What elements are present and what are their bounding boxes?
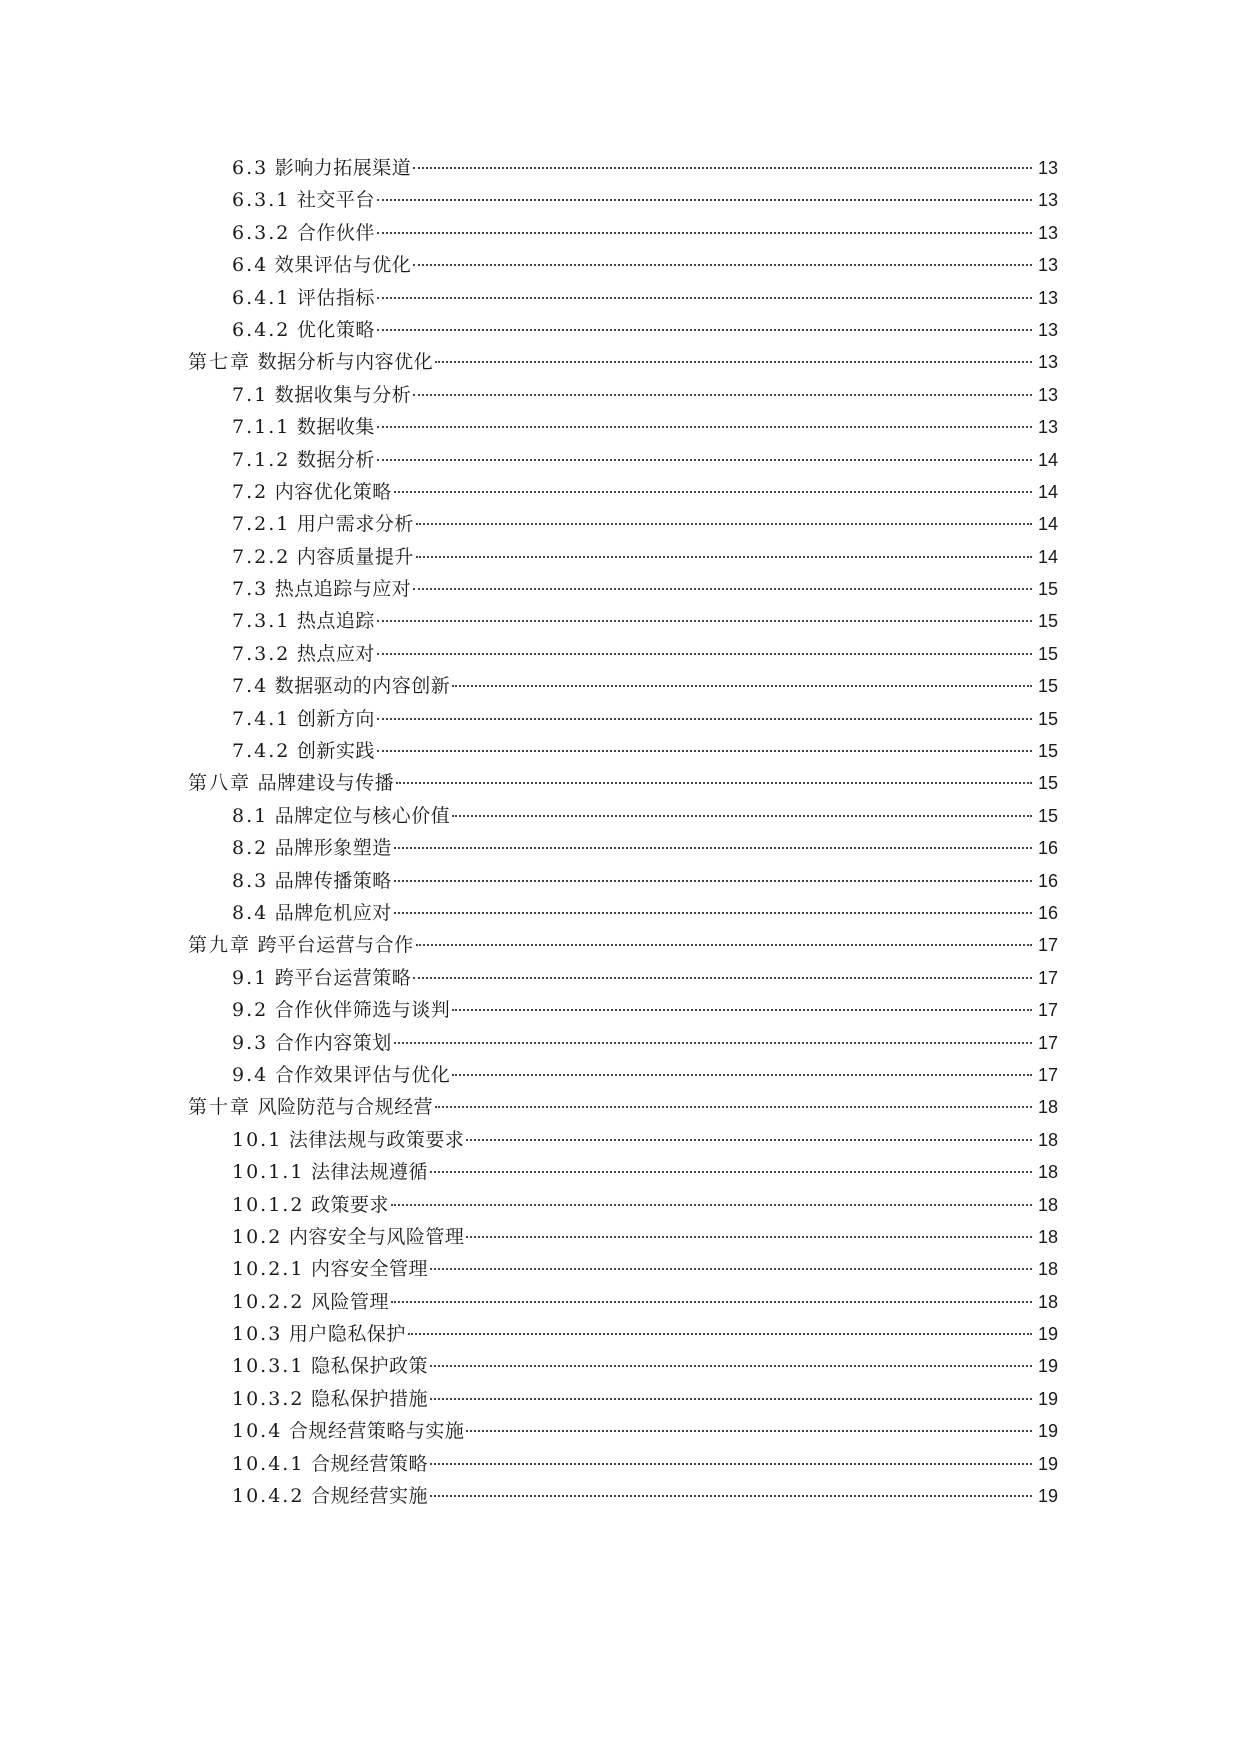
toc-dot-leader xyxy=(413,394,1032,396)
toc-entry-number: 7.3.2 xyxy=(232,642,291,665)
toc-entry-label: 影响力拓展渠道 xyxy=(274,157,412,179)
toc-entry-label: 社交平台 xyxy=(296,189,375,212)
toc-dot-leader xyxy=(413,588,1032,590)
toc-entry-title xyxy=(232,865,392,897)
toc-entry-title xyxy=(232,573,411,605)
toc-entry-title xyxy=(232,314,375,346)
toc-dot-leader xyxy=(377,459,1032,461)
toc-entry-title xyxy=(232,1318,406,1350)
toc-dot-leader xyxy=(430,1398,1032,1400)
toc-entry-title xyxy=(232,735,375,767)
toc-dot-leader xyxy=(435,1106,1032,1108)
toc-entry-title xyxy=(232,1383,428,1415)
toc-entry-label: 合作效果评估与优化 xyxy=(274,1063,451,1086)
toc-entry-number: 7.2 xyxy=(232,480,269,503)
toc-dot-leader xyxy=(377,297,1032,299)
toc-dot-leader xyxy=(396,782,1032,784)
toc-page-number: 14 xyxy=(1037,481,1058,502)
toc-entry-label: 合作伙伴 xyxy=(296,221,375,244)
toc-page-number: 18 xyxy=(1037,1129,1058,1150)
toc-dot-leader xyxy=(377,620,1032,622)
toc-entry[interactable] xyxy=(188,1415,1058,1447)
toc-entry-title xyxy=(188,346,433,378)
toc-entry-number: 6.4 xyxy=(232,254,269,277)
toc-entry[interactable] xyxy=(188,735,1058,767)
toc-page-number: 18 xyxy=(1037,1097,1058,1118)
toc-entry[interactable] xyxy=(188,1448,1058,1480)
toc-dot-leader xyxy=(394,847,1032,849)
toc-dot-leader xyxy=(377,426,1032,428)
toc-page-number: 15 xyxy=(1037,708,1058,729)
toc-entry[interactable] xyxy=(188,282,1058,314)
toc-dot-leader xyxy=(466,1236,1032,1238)
toc-entry-title xyxy=(232,508,414,540)
toc-entry-number: 8.1 xyxy=(232,804,269,827)
toc-dot-leader xyxy=(391,1204,1032,1206)
toc-page-number: 13 xyxy=(1037,222,1058,243)
toc-page-number: 17 xyxy=(1037,935,1058,956)
toc-entry-title xyxy=(232,1480,428,1512)
toc-dot-leader xyxy=(377,718,1032,720)
toc-entry-label: 合作内容策划 xyxy=(274,1031,392,1054)
toc-dot-leader xyxy=(377,199,1032,201)
toc-entry-title xyxy=(232,1448,428,1480)
toc-entry-number: 7.1.1 xyxy=(232,416,291,439)
toc-dot-leader xyxy=(466,1430,1032,1432)
toc-entry-label: 创新实践 xyxy=(296,740,375,763)
toc-entry-title xyxy=(232,1059,450,1091)
toc-entry-title xyxy=(232,703,375,735)
toc-entry-label: 内容安全与风险管理 xyxy=(288,1225,465,1248)
toc-dot-leader xyxy=(430,1268,1032,1270)
toc-entry-number: 10.1 xyxy=(232,1128,283,1151)
toc-dot-leader xyxy=(377,329,1032,331)
toc-entry[interactable] xyxy=(188,1253,1058,1285)
toc-entry[interactable] xyxy=(188,249,1058,281)
toc-page-number: 19 xyxy=(1037,1356,1058,1377)
toc-entry[interactable] xyxy=(188,1480,1058,1512)
toc-entry-number: 7.4.2 xyxy=(232,740,291,763)
toc-entry-title xyxy=(232,249,411,281)
toc-entry-label: 数据驱动的内容创新 xyxy=(274,675,451,698)
toc-entry-label: 优化策略 xyxy=(296,318,375,341)
toc-dot-leader xyxy=(391,1301,1032,1303)
toc-entry[interactable] xyxy=(188,800,1058,832)
toc-page-number: 18 xyxy=(1037,1194,1058,1215)
toc-entry[interactable] xyxy=(188,184,1058,216)
toc-dot-leader xyxy=(416,523,1032,525)
toc-dot-leader xyxy=(430,1365,1032,1367)
toc-entry-number: 8.4 xyxy=(232,901,269,924)
toc-entry-number: 7.2.1 xyxy=(232,513,291,536)
toc-page-number: 19 xyxy=(1037,1421,1058,1442)
toc-entry-label: 用户隐私保护 xyxy=(288,1323,406,1346)
toc-entry[interactable] xyxy=(188,573,1058,605)
toc-entry-number: 7.3 xyxy=(232,578,269,601)
toc-entry-number: 10.4 xyxy=(232,1420,283,1443)
toc-entry[interactable] xyxy=(188,670,1058,702)
toc-page-number: 15 xyxy=(1037,579,1058,600)
toc-entry-label: 合作伙伴筛选与谈判 xyxy=(274,999,451,1022)
toc-entry-label: 合规经营实施 xyxy=(310,1485,428,1508)
toc-entry-title xyxy=(188,1091,433,1123)
toc-entry[interactable] xyxy=(188,476,1058,508)
toc-page-number: 19 xyxy=(1037,1486,1058,1507)
toc-entry-label: 跨平台运营与合作 xyxy=(257,934,414,957)
toc-dot-leader xyxy=(377,750,1032,752)
toc-entry-label: 创新方向 xyxy=(296,707,375,730)
toc-entry-number: 10.2.1 xyxy=(232,1258,305,1281)
toc-entry-number: 7.4.1 xyxy=(232,707,291,730)
toc-dot-leader xyxy=(452,1074,1032,1076)
toc-entry-title xyxy=(232,1415,464,1447)
toc-page-number: 18 xyxy=(1037,1162,1058,1183)
toc-entry[interactable] xyxy=(188,541,1058,573)
toc-entry[interactable] xyxy=(188,929,1058,961)
toc-entry[interactable] xyxy=(188,832,1058,864)
toc-entry-number: 10.4.1 xyxy=(232,1452,305,1475)
toc-page-number: 15 xyxy=(1037,643,1058,664)
toc-page-number: 19 xyxy=(1037,1324,1058,1345)
toc-entry[interactable] xyxy=(188,1383,1058,1415)
toc-entry-number: 第八章 xyxy=(188,772,252,795)
toc-entry-title xyxy=(232,1189,389,1221)
toc-dot-leader xyxy=(377,653,1032,655)
toc-page-number: 15 xyxy=(1037,676,1058,697)
toc-entry[interactable] xyxy=(188,1189,1058,1221)
toc-entry-label: 跨平台运营策略 xyxy=(274,966,412,989)
toc-entry-number: 10.4.2 xyxy=(232,1485,305,1508)
toc-entry-label: 数据分析 xyxy=(296,448,375,471)
toc-page-number: 13 xyxy=(1037,384,1058,405)
toc-entry-title xyxy=(232,282,375,314)
toc-entry[interactable] xyxy=(188,962,1058,994)
toc-page-number: 16 xyxy=(1037,902,1058,923)
toc-entry-title xyxy=(232,1221,464,1253)
toc-entry-title xyxy=(232,832,392,864)
toc-entry-label: 品牌建设与传播 xyxy=(257,772,395,795)
toc-entry-number: 10.3 xyxy=(232,1323,283,1346)
toc-entry-title xyxy=(232,1286,389,1318)
toc-entry[interactable] xyxy=(188,994,1058,1026)
toc-entry-title xyxy=(232,800,450,832)
toc-entry[interactable] xyxy=(188,1350,1058,1382)
toc-entry[interactable] xyxy=(188,217,1058,249)
toc-entry-label: 品牌传播策略 xyxy=(274,869,392,892)
toc-page-number: 19 xyxy=(1037,1453,1058,1474)
toc-entry-title xyxy=(188,767,394,799)
toc-entry-number: 第七章 xyxy=(188,351,252,374)
toc-page-number: 14 xyxy=(1037,449,1058,470)
toc-entry-label: 品牌危机应对 xyxy=(274,901,392,924)
toc-page-number: 18 xyxy=(1037,1259,1058,1280)
toc-entry-number: 9.2 xyxy=(232,999,269,1022)
toc-entry-title xyxy=(232,1124,464,1156)
toc-entry-title xyxy=(232,638,375,670)
toc-entry-number: 7.3.1 xyxy=(232,610,291,633)
toc-entry-title xyxy=(232,670,450,702)
toc-dot-leader xyxy=(452,1009,1032,1011)
toc-page-number: 17 xyxy=(1037,1064,1058,1085)
toc-entry-number: 10.3.2 xyxy=(232,1387,305,1410)
toc-entry[interactable] xyxy=(188,1156,1058,1188)
toc-dot-leader xyxy=(466,1139,1032,1141)
toc-page-number: 15 xyxy=(1037,611,1058,632)
toc-dot-leader xyxy=(430,1495,1032,1497)
toc-entry-number: 7.2.2 xyxy=(232,545,291,568)
toc-entry-number: 第九章 xyxy=(188,934,252,957)
toc-page-number: 13 xyxy=(1037,158,1058,178)
toc-entry-title xyxy=(232,994,450,1026)
toc-entry[interactable] xyxy=(188,1124,1058,1156)
toc-page-number: 18 xyxy=(1037,1226,1058,1247)
toc-entry-number: 10.1.1 xyxy=(232,1161,305,1184)
toc-entry-title xyxy=(232,962,411,994)
toc-dot-leader xyxy=(408,1333,1032,1335)
toc-entry[interactable] xyxy=(188,1286,1058,1318)
toc-page-number: 15 xyxy=(1037,741,1058,762)
toc-page-number: 15 xyxy=(1037,773,1058,794)
toc-entry-number: 10.2.2 xyxy=(232,1290,305,1313)
toc-entry-number: 9.4 xyxy=(232,1063,269,1086)
toc-entry[interactable] xyxy=(188,1027,1058,1059)
toc-entry-label: 风险管理 xyxy=(310,1290,389,1313)
toc-dot-leader xyxy=(452,685,1032,687)
toc-entry[interactable] xyxy=(188,508,1058,540)
toc-entry-title xyxy=(232,152,411,184)
toc-entry-label: 法律法规与政策要求 xyxy=(288,1128,465,1151)
toc-entry-label: 效果评估与优化 xyxy=(274,254,412,277)
table-of-contents xyxy=(188,152,1058,1512)
toc-entry-label: 风险防范与合规经营 xyxy=(257,1096,434,1119)
toc-entry-number: 7.1 xyxy=(232,383,269,406)
toc-entry[interactable] xyxy=(188,767,1058,799)
toc-entry[interactable] xyxy=(188,703,1058,735)
toc-dot-leader xyxy=(452,815,1032,817)
toc-page-number: 17 xyxy=(1037,967,1058,988)
toc-page-number: 14 xyxy=(1037,514,1058,535)
toc-entry-label: 数据分析与内容优化 xyxy=(257,351,434,374)
toc-entry-title xyxy=(232,1253,428,1285)
toc-page-number: 13 xyxy=(1037,319,1058,340)
toc-entry[interactable] xyxy=(188,444,1058,476)
toc-page-number: 17 xyxy=(1037,1032,1058,1053)
toc-entry-label: 热点追踪与应对 xyxy=(274,578,412,601)
toc-entry[interactable] xyxy=(188,379,1058,411)
toc-entry[interactable] xyxy=(188,605,1058,637)
toc-dot-leader xyxy=(430,1463,1032,1465)
toc-dot-leader xyxy=(413,977,1032,979)
toc-entry-number: 10.1.2 xyxy=(232,1193,305,1216)
toc-dot-leader xyxy=(377,232,1032,234)
toc-entry-title xyxy=(188,929,414,961)
toc-entry-label: 数据收集 xyxy=(296,416,375,439)
toc-page-number: 16 xyxy=(1037,838,1058,859)
toc-dot-leader xyxy=(413,167,1032,169)
toc-page-number: 13 xyxy=(1037,352,1058,373)
toc-entry-label: 品牌定位与核心价值 xyxy=(274,804,451,827)
toc-entry[interactable] xyxy=(188,1318,1058,1350)
toc-entry-number: 8.3 xyxy=(232,869,269,892)
toc-entry-number: 8.2 xyxy=(232,837,269,860)
toc-entry-title xyxy=(232,1350,428,1382)
toc-entry[interactable] xyxy=(188,346,1058,378)
toc-page-number: 15 xyxy=(1037,805,1058,826)
toc-page-number: 13 xyxy=(1037,190,1058,211)
toc-page-number: 16 xyxy=(1037,870,1058,891)
toc-page-number: 14 xyxy=(1037,546,1058,567)
toc-page-number: 13 xyxy=(1037,255,1058,276)
toc-dot-leader xyxy=(416,944,1032,946)
toc-entry-title xyxy=(232,897,392,929)
toc-entry-title xyxy=(232,411,375,443)
toc-entry-title xyxy=(232,184,375,216)
toc-entry-label: 用户需求分析 xyxy=(296,513,414,536)
toc-entry-number: 6.4.2 xyxy=(232,318,291,341)
toc-dot-leader xyxy=(394,1042,1032,1044)
toc-entry-label: 政策要求 xyxy=(310,1193,389,1216)
toc-page-number: 13 xyxy=(1037,287,1058,308)
toc-entry-number: 第十章 xyxy=(188,1096,252,1119)
toc-entry-title xyxy=(232,541,414,573)
toc-entry-label: 合规经营策略 xyxy=(310,1452,428,1475)
toc-dot-leader xyxy=(413,264,1032,266)
toc-entry-number: 6.4.1 xyxy=(232,286,291,309)
toc-entry-label: 内容安全管理 xyxy=(310,1258,428,1281)
toc-entry-label: 内容质量提升 xyxy=(296,545,414,568)
toc-entry-label: 热点追踪 xyxy=(296,610,375,633)
toc-entry-number: 7.1.2 xyxy=(232,448,291,471)
toc-dot-leader xyxy=(394,912,1032,914)
toc-entry-number: 9.3 xyxy=(232,1031,269,1054)
toc-entry-number: 6.3.2 xyxy=(232,221,291,244)
toc-dot-leader xyxy=(435,361,1032,363)
toc-dot-leader xyxy=(430,1171,1032,1173)
toc-entry-number: 6.3.1 xyxy=(232,189,291,212)
toc-entry-label: 合规经营策略与实施 xyxy=(288,1420,465,1443)
toc-entry-label: 内容优化策略 xyxy=(274,480,392,503)
toc-entry-label: 品牌形象塑造 xyxy=(274,837,392,860)
toc-entry-title xyxy=(232,379,411,411)
toc-entry-number: 9.1 xyxy=(232,966,269,989)
toc-dot-leader xyxy=(394,880,1032,882)
toc-entry-title xyxy=(232,1156,428,1188)
toc-page-number: 13 xyxy=(1037,417,1058,438)
toc-entry[interactable] xyxy=(188,1221,1058,1253)
toc-entry-title xyxy=(232,1027,392,1059)
toc-entry-title xyxy=(232,476,392,508)
toc-dot-leader xyxy=(416,556,1032,558)
toc-entry-number: 7.4 xyxy=(232,675,269,698)
toc-entry-label: 法律法规遵循 xyxy=(310,1161,428,1184)
toc-entry[interactable] xyxy=(188,411,1058,443)
toc-entry[interactable] xyxy=(188,314,1058,346)
toc-entry-label: 数据收集与分析 xyxy=(274,383,412,406)
toc-entry-label: 热点应对 xyxy=(296,642,375,665)
toc-entry-title xyxy=(232,217,375,249)
toc-page-number: 18 xyxy=(1037,1291,1058,1312)
toc-entry[interactable] xyxy=(188,897,1058,929)
toc-entry-label: 隐私保护措施 xyxy=(310,1387,428,1410)
toc-entry[interactable] xyxy=(188,1091,1058,1123)
toc-entry-label: 隐私保护政策 xyxy=(310,1355,428,1378)
toc-entry-number: 10.2 xyxy=(232,1225,283,1248)
toc-entry-number: 6.3 xyxy=(232,157,269,179)
toc-entry-title xyxy=(232,605,375,637)
toc-entry-title xyxy=(232,444,375,476)
toc-entry[interactable] xyxy=(188,865,1058,897)
toc-entry-label: 评估指标 xyxy=(296,286,375,309)
toc-page-number: 19 xyxy=(1037,1388,1058,1409)
toc-entry-number: 10.3.1 xyxy=(232,1355,305,1378)
toc-page-number: 17 xyxy=(1037,1000,1058,1021)
toc-dot-leader xyxy=(394,491,1032,493)
toc-entry[interactable] xyxy=(188,1059,1058,1091)
toc-entry[interactable] xyxy=(188,638,1058,670)
toc-entry[interactable] xyxy=(188,152,1058,184)
